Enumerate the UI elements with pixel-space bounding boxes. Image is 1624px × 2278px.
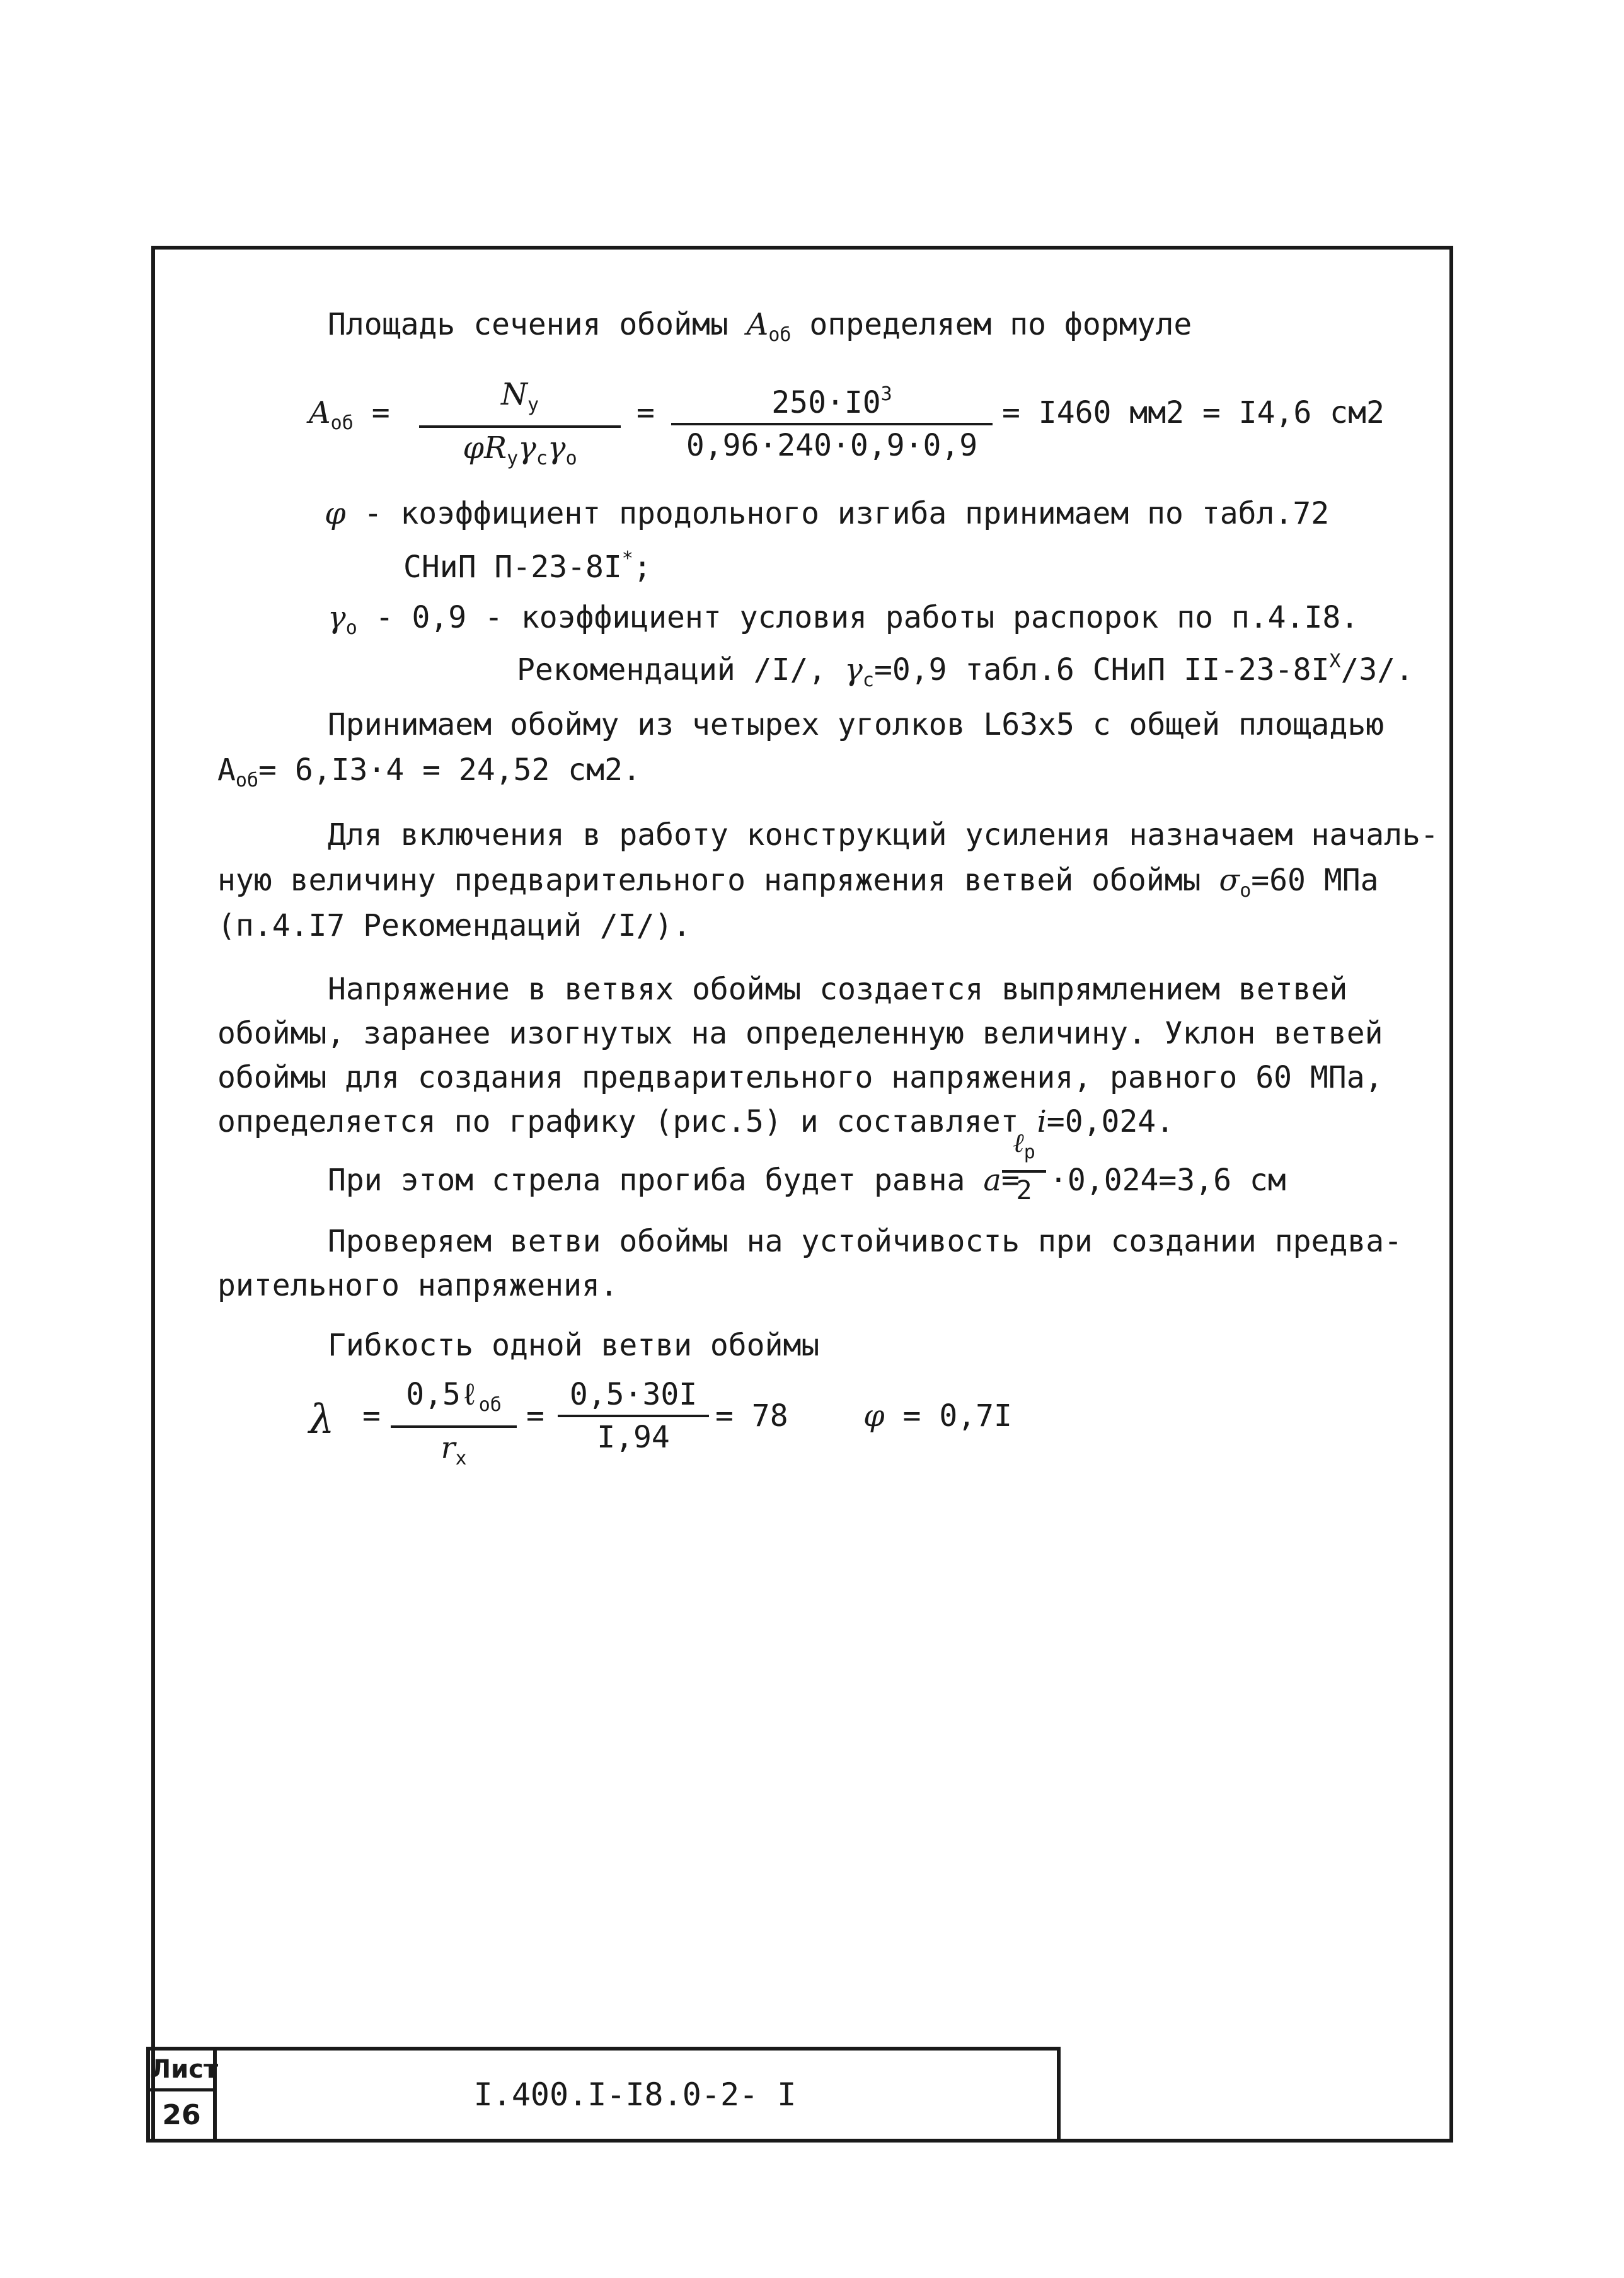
definition-gamma-line2 <box>517 640 1414 703</box>
numerator: 250·I0 <box>771 385 881 420</box>
numerator: ℓ <box>1013 1127 1024 1158</box>
sheet-number: 26 <box>162 2099 201 2131</box>
denominator: 0,96·240·0,9·0,9 <box>686 428 978 463</box>
paragraph-slenderness: Гибкость одной ветви обоймы <box>328 1328 820 1363</box>
paragraph-stress-line2: обоймы, заранее изогнутых на определенную величину. Уклон ветвей <box>217 1016 1383 1051</box>
text: =0,9 табл.6 СНиП II-23-8I <box>873 652 1330 687</box>
angle-profile: L63x5 <box>983 707 1074 742</box>
subscript: y <box>527 394 539 416</box>
sheet-label: Лист <box>150 2051 213 2091</box>
numerator: N <box>500 377 527 412</box>
text: ; <box>633 549 652 585</box>
sheet-number-box <box>146 2047 217 2143</box>
paragraph-prestress-line1: Для включения в работу конструкций усиления назначаем началь- <box>328 817 1439 853</box>
formula-result: = I460 мм2 = I4,6 см2 <box>1002 395 1385 430</box>
denominator: 2 <box>1016 1175 1032 1205</box>
denominator: r <box>441 1430 456 1466</box>
numerator: 0,5·30I <box>558 1377 709 1417</box>
symbol: A <box>217 752 236 788</box>
subscript: об <box>768 324 792 346</box>
formula-area-lhs: $A_{об}$ = <box>309 395 390 434</box>
paragraph-cage-line1 <box>328 703 1384 747</box>
paragraph-check-line1: Проверяем ветви обоймы на устойчивость при создании предва- <box>328 1224 1403 1259</box>
denominator-part: γ <box>547 430 566 466</box>
equals-sign: = <box>362 1398 381 1434</box>
fraction-2 <box>671 377 993 463</box>
text: определяется по графику (рис.5) и составляет <box>217 1104 1019 1139</box>
text: При этом стрела прогиба будет равна <box>328 1163 965 1198</box>
subscript: об <box>330 412 354 434</box>
paragraph-stress-line1: Напряжение в ветвях обоймы создается выпрямлением ветвей <box>328 972 1348 1007</box>
deflection-result: ·0,024=3,6 см <box>1049 1163 1286 1198</box>
phi-result <box>863 1394 1012 1438</box>
superscript: * <box>621 548 633 570</box>
paragraph-cage-line2 <box>217 748 641 803</box>
paragraph-prestress-line3: (п.4.I7 Рекомендаций /I/). <box>217 908 691 943</box>
text: - коэффициент продольного изгиба принимаем по табл.72 <box>364 496 1330 531</box>
symbol: a <box>983 1163 1001 1198</box>
denominator: I,94 <box>597 1420 670 1455</box>
text: СНиП П-23-8I <box>403 549 622 585</box>
paragraph-stress-line3: обоймы для создания предварительного напряжения, равного 60 МПа, <box>217 1060 1383 1095</box>
paragraph-deflection-text <box>328 1158 1020 1202</box>
document-code: I.400.I-I8.0-2- I <box>473 2076 797 2113</box>
denominator-part: φR <box>463 430 507 466</box>
text: /3/. <box>1340 652 1414 687</box>
superscript: 3 <box>880 383 892 405</box>
denominator-part: γ <box>518 430 536 466</box>
fraction-slenderness-1 <box>391 1377 517 1476</box>
fraction-deflection <box>1002 1128 1046 1205</box>
gamma-symbol: γ <box>328 600 346 635</box>
slope-symbol: i <box>1037 1104 1047 1139</box>
text: определяем по формуле <box>809 307 1192 342</box>
equals-sign: = <box>1001 1163 1020 1198</box>
subscript: y <box>507 447 519 469</box>
numerator: 0,5ℓ <box>406 1377 479 1412</box>
phi-value: = 0,7I <box>902 1398 1012 1434</box>
lambda-symbol <box>309 1398 335 1442</box>
document-code-box <box>213 2047 1061 2143</box>
lambda: λ <box>309 1396 335 1443</box>
symbol: A <box>746 307 769 342</box>
text: =60 МПа <box>1251 863 1379 898</box>
text: - 0,9 - коэффициент условия работы распорок по п.4.I8. <box>375 600 1359 635</box>
subscript: x <box>455 1447 467 1470</box>
text: с общей площадью <box>1092 707 1385 742</box>
subscript: об <box>235 769 259 791</box>
text: Площадь сечения обоймы <box>328 307 728 342</box>
subscript: o <box>565 447 577 469</box>
slenderness-result: = 78 <box>715 1398 788 1434</box>
definition-phi-line2 <box>403 537 652 589</box>
superscript: X <box>1329 650 1341 672</box>
phi-symbol: φ <box>325 496 346 531</box>
text: Рекомендаций /I/, <box>517 652 827 687</box>
equals-sign: = <box>636 395 655 430</box>
subscript: c <box>536 447 548 469</box>
subscript: o <box>1240 880 1252 902</box>
definition-phi-line1 <box>325 492 1329 536</box>
subscript: p <box>1023 1141 1035 1163</box>
subscript: c <box>862 669 874 691</box>
subscript: об <box>478 1394 502 1416</box>
text: ную величину предварительного напряжения ветвей обоймы <box>217 863 1201 898</box>
text: Принимаем обойму из четырех уголков <box>328 707 965 742</box>
phi-symbol: φ <box>863 1398 885 1434</box>
text: = 6,I3·4 = 24,52 см2. <box>258 752 641 788</box>
gamma-symbol: γ <box>844 652 863 687</box>
subscript: o <box>345 617 357 639</box>
paragraph-section-area <box>328 302 1192 357</box>
sigma-symbol: σ <box>1219 863 1240 898</box>
paragraph-check-line2: рительного напряжения. <box>217 1268 618 1303</box>
fraction-slenderness-2 <box>558 1377 709 1455</box>
text: =0,024. <box>1046 1104 1175 1139</box>
symbol: A <box>309 395 331 430</box>
equals-sign: = <box>526 1398 544 1434</box>
fraction-1 <box>419 377 621 476</box>
